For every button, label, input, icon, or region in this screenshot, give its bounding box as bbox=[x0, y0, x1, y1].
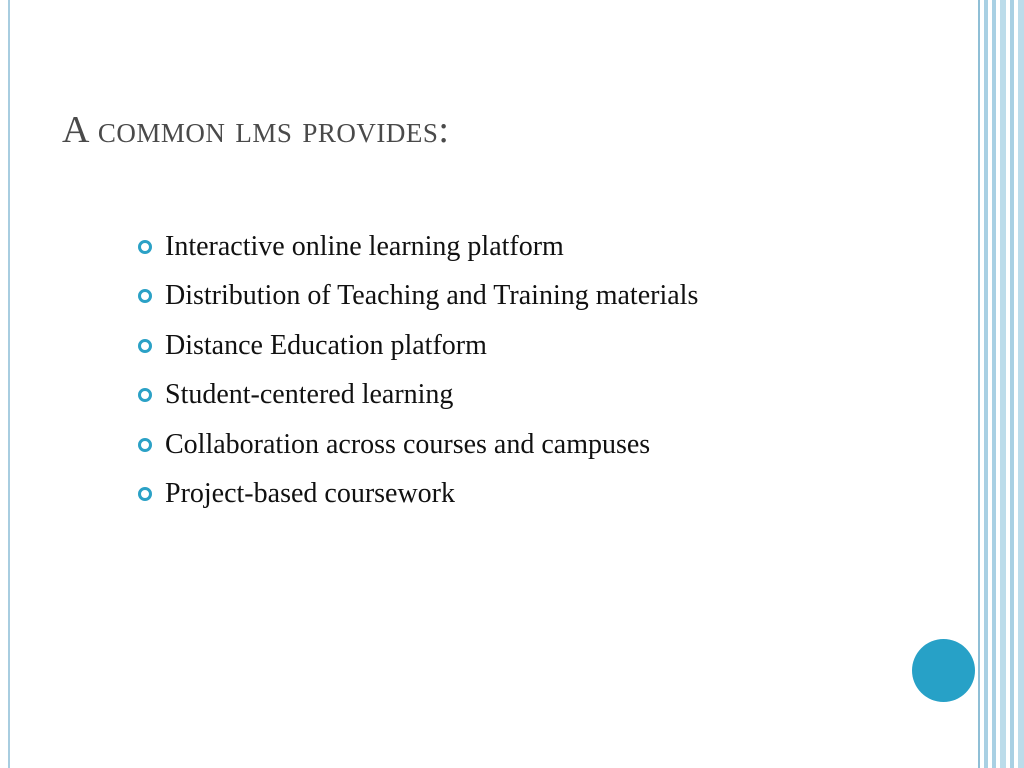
bullet-item bbox=[138, 222, 698, 272]
bullet-text: Distance Education platform bbox=[165, 329, 487, 361]
left-border-line bbox=[8, 0, 10, 768]
bullet-item bbox=[138, 321, 698, 371]
circle-bullet-icon bbox=[138, 240, 152, 254]
stripe bbox=[978, 0, 980, 768]
bullet-item bbox=[138, 272, 698, 322]
stripe bbox=[1018, 0, 1024, 768]
circle-bullet-icon bbox=[138, 438, 152, 452]
accent-circle bbox=[912, 639, 975, 702]
bullet-text: Distribution of Teaching and Training materials bbox=[165, 280, 699, 312]
slide-title: A common lms provides: bbox=[62, 109, 450, 151]
stripe bbox=[984, 0, 988, 768]
right-decorative-stripes bbox=[978, 0, 1024, 768]
bullet-text: Project-based coursework bbox=[165, 478, 456, 510]
stripe bbox=[1000, 0, 1006, 768]
stripe bbox=[992, 0, 996, 768]
bullet-text: Student-centered learning bbox=[165, 379, 454, 411]
circle-bullet-icon bbox=[138, 487, 152, 501]
bullet-list bbox=[138, 222, 698, 519]
circle-bullet-icon bbox=[138, 339, 152, 353]
bullet-item bbox=[138, 470, 698, 520]
bullet-text: Collaboration across courses and campuses bbox=[165, 428, 651, 460]
stripe bbox=[1010, 0, 1014, 768]
bullet-item bbox=[138, 371, 698, 421]
circle-bullet-icon bbox=[138, 388, 152, 402]
circle-bullet-icon bbox=[138, 289, 152, 303]
bullet-text: Interactive online learning platform bbox=[165, 230, 564, 262]
bullet-item bbox=[138, 420, 698, 470]
